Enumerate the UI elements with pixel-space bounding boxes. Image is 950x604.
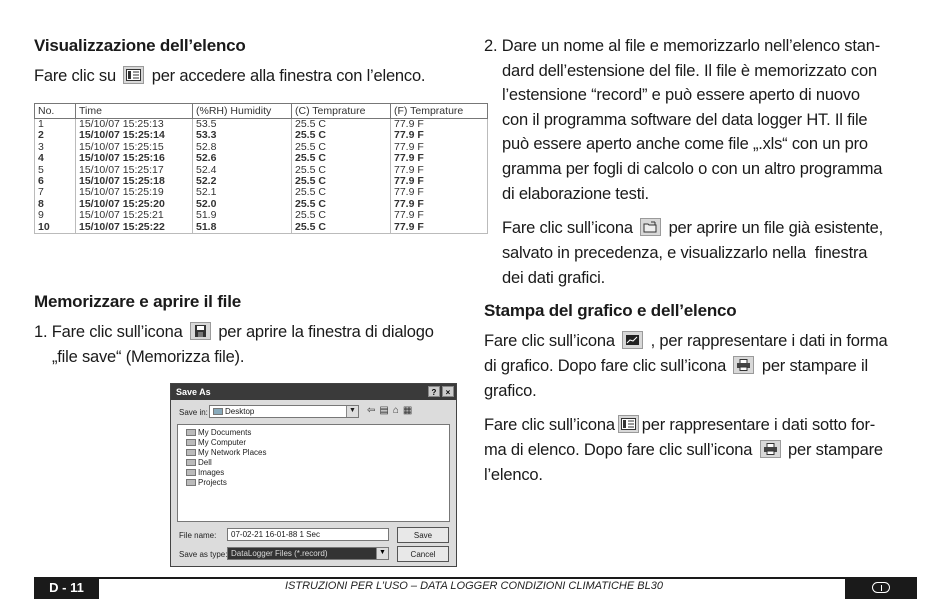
open-folder-icon	[640, 218, 661, 236]
table-cell: 25.5 C	[292, 199, 391, 210]
footer-title: ISTRUZIONI PER L’USO – DATA LOGGER CONDIZIONI CLIMATICHE BL30	[285, 580, 663, 592]
back-icon[interactable]: ⇦	[367, 405, 380, 416]
print-icon	[733, 356, 754, 374]
list-instruction-2: ma di elenco. Dopo fare clic sull’icona per stampare	[484, 441, 883, 459]
list-icon	[618, 415, 639, 433]
save-icon	[190, 322, 211, 340]
table-cell: 7	[35, 187, 76, 198]
table-cell: 15/10/07 15:25:19	[76, 187, 193, 198]
info-badge	[845, 577, 917, 599]
table-cell: 52.0	[193, 199, 292, 210]
open-instruction-cont	[502, 241, 867, 290]
step2-line: con il programma software del data logger HT. Il file	[502, 110, 868, 129]
table-cell: 77.9 F	[391, 210, 488, 221]
graph-instruction-2: di grafico. Dopo fare clic sull’icona per stampare il	[484, 357, 868, 375]
column-header: (%RH) Humidity	[193, 104, 292, 119]
table-cell: 8	[35, 199, 76, 210]
table-cell: 15/10/07 15:25:16	[76, 153, 193, 164]
print-icon	[760, 440, 781, 458]
table-cell: 52.4	[193, 165, 292, 176]
help-button[interactable]: ?	[428, 386, 440, 397]
save-in-label: Save in:	[179, 408, 208, 417]
table-cell: 25.5 C	[292, 210, 391, 221]
table-cell: 52.2	[193, 176, 292, 187]
chevron-down-icon: ▼	[346, 406, 358, 417]
table-cell: 15/10/07 15:25:17	[76, 165, 193, 176]
table-cell: 3	[35, 142, 76, 153]
view-menu-icon[interactable]: ▦	[402, 405, 417, 416]
table-body	[35, 119, 488, 234]
table-cell: 25.5 C	[292, 119, 391, 131]
file-list-item[interactable]: Images	[186, 468, 224, 477]
table-cell: 15/10/07 15:25:13	[76, 119, 193, 131]
file-list[interactable]	[177, 424, 450, 522]
table-cell: 15/10/07 15:25:20	[76, 199, 193, 210]
column-header: (C) Temprature	[292, 104, 391, 119]
table-cell: 15/10/07 15:25:14	[76, 130, 193, 141]
graph-instruction: Fare clic sull’icona , per rappresentare i dati in forma	[484, 332, 888, 350]
list-instruction: Fare clic sull’icona per rappresentare i dati sotto for-	[484, 416, 876, 434]
footer-rule	[34, 577, 917, 579]
table-cell: 25.5 C	[292, 187, 391, 198]
table-cell: 10	[35, 222, 76, 234]
column-header: (F) Temprature	[391, 104, 488, 119]
table-cell: 25.5 C	[292, 165, 391, 176]
dialog-toolbar	[367, 405, 416, 416]
table-cell: 6	[35, 176, 76, 187]
dialog-title-bar	[171, 384, 456, 400]
table-cell: 1	[35, 119, 76, 131]
table-cell: 77.9 F	[391, 165, 488, 176]
table-cell: 77.9 F	[391, 176, 488, 187]
step2-line: dard dell’estensione del file. Il file è memorizzato con	[502, 61, 877, 80]
table-cell: 77.9 F	[391, 153, 488, 164]
table-cell: 25.5 C	[292, 222, 391, 234]
save-button[interactable]: Save	[397, 527, 449, 543]
table-cell: 51.8	[193, 222, 292, 234]
save-step-1-cont: „file save“ (Memorizza file).	[52, 348, 245, 366]
table-cell: 77.9 F	[391, 119, 488, 131]
folder-icon	[186, 469, 196, 476]
table-cell: 5	[35, 165, 76, 176]
file-list-item[interactable]: My Documents	[186, 428, 251, 437]
folder-icon	[186, 479, 196, 486]
table-row	[35, 222, 488, 234]
table-row	[35, 153, 488, 164]
data-table	[34, 103, 488, 234]
column-header: Time	[76, 104, 193, 119]
save-step-2	[484, 34, 924, 206]
step2-line: di elaborazione testi.	[502, 184, 649, 203]
table-cell: 53.3	[193, 130, 292, 141]
open-line: salvato in precedenza, e visualizzarlo nella finestra	[502, 244, 868, 262]
up-folder-icon[interactable]: ▤	[379, 405, 393, 416]
table-cell: 25.5 C	[292, 176, 391, 187]
table-cell: 52.1	[193, 187, 292, 198]
table-cell: 77.9 F	[391, 199, 488, 210]
graph-icon	[622, 331, 643, 349]
step2-line: 2. Dare un nome al file e memorizzarlo nell’elenco stan-	[484, 37, 880, 55]
column-header: No.	[35, 104, 76, 119]
folder-icon	[186, 429, 196, 436]
table-cell: 77.9 F	[391, 187, 488, 198]
cancel-button[interactable]: Cancel	[397, 546, 449, 562]
file-name-label: File name:	[179, 531, 217, 540]
table-cell: 52.8	[193, 142, 292, 153]
table-cell: 15/10/07 15:25:18	[76, 176, 193, 187]
list-view-instruction: Fare clic su per accedere alla finestra con l’elenco.	[34, 67, 426, 85]
graph-instruction-3: grafico.	[484, 382, 537, 400]
table-cell: 77.9 F	[391, 130, 488, 141]
step2-line: può essere aperto anche come file „.xls“ con un pro	[502, 135, 868, 154]
save-type-label: Save as type:	[179, 550, 228, 559]
save-type-select[interactable]: DataLogger Files (*.record) ▼	[227, 547, 389, 560]
list-instruction-3: l’elenco.	[484, 466, 543, 484]
table-cell: 77.9 F	[391, 222, 488, 234]
folder-icon	[186, 459, 196, 466]
step2-line: gramma per fogli di calcolo o con un altro programma	[502, 159, 883, 178]
table-cell: 53.5	[193, 119, 292, 131]
table-cell: 25.5 C	[292, 153, 391, 164]
save-in-select[interactable]: Desktop ▼	[209, 405, 359, 418]
file-name-input[interactable]: 07-02-21 16-01-88 1 Sec	[227, 528, 389, 541]
heading-list-view: Visualizzazione dell’elenco	[34, 36, 246, 55]
table-cell: 4	[35, 153, 76, 164]
table-cell: 15/10/07 15:25:22	[76, 222, 193, 234]
table-cell: 15/10/07 15:25:21	[76, 210, 193, 221]
save-step-1: 1. Fare clic sull’icona per aprire la finestra di dialogo	[34, 323, 434, 341]
open-line: dei dati grafici.	[502, 268, 605, 287]
table-cell: 15/10/07 15:25:15	[76, 142, 193, 153]
heading-print: Stampa del grafico e dell’elenco	[484, 301, 737, 320]
step2-line: l’estensione “record” e può essere aperto di nuovo	[502, 86, 860, 105]
table-cell: 77.9 F	[391, 142, 488, 153]
file-list-item[interactable]: My Network Places	[186, 448, 266, 457]
table-header-row	[35, 104, 488, 119]
table-row	[35, 210, 488, 221]
table-cell: 51.9	[193, 210, 292, 221]
folder-icon	[186, 449, 196, 456]
new-folder-icon[interactable]: ⌂	[392, 405, 403, 416]
folder-icon	[186, 439, 196, 446]
list-icon	[123, 66, 144, 84]
save-as-dialog	[170, 383, 457, 567]
heading-save-open: Memorizzare e aprire il file	[34, 292, 241, 311]
open-instruction: Fare clic sull’icona per aprire un file già esistente,	[502, 219, 884, 237]
close-button[interactable]: ×	[442, 386, 454, 397]
page-number: D - 11	[34, 577, 99, 599]
file-list-item[interactable]: Projects	[186, 478, 227, 487]
table-cell: 52.6	[193, 153, 292, 164]
table-cell: 25.5 C	[292, 130, 391, 141]
table-cell: 2	[35, 130, 76, 141]
desktop-icon	[213, 408, 223, 415]
chevron-down-icon: ▼	[376, 548, 388, 559]
file-list-item[interactable]: My Computer	[186, 438, 246, 447]
table-cell: 9	[35, 210, 76, 221]
dialog-title: Save As	[176, 387, 211, 397]
file-list-item[interactable]: Dell	[186, 458, 212, 467]
table-cell: 25.5 C	[292, 142, 391, 153]
